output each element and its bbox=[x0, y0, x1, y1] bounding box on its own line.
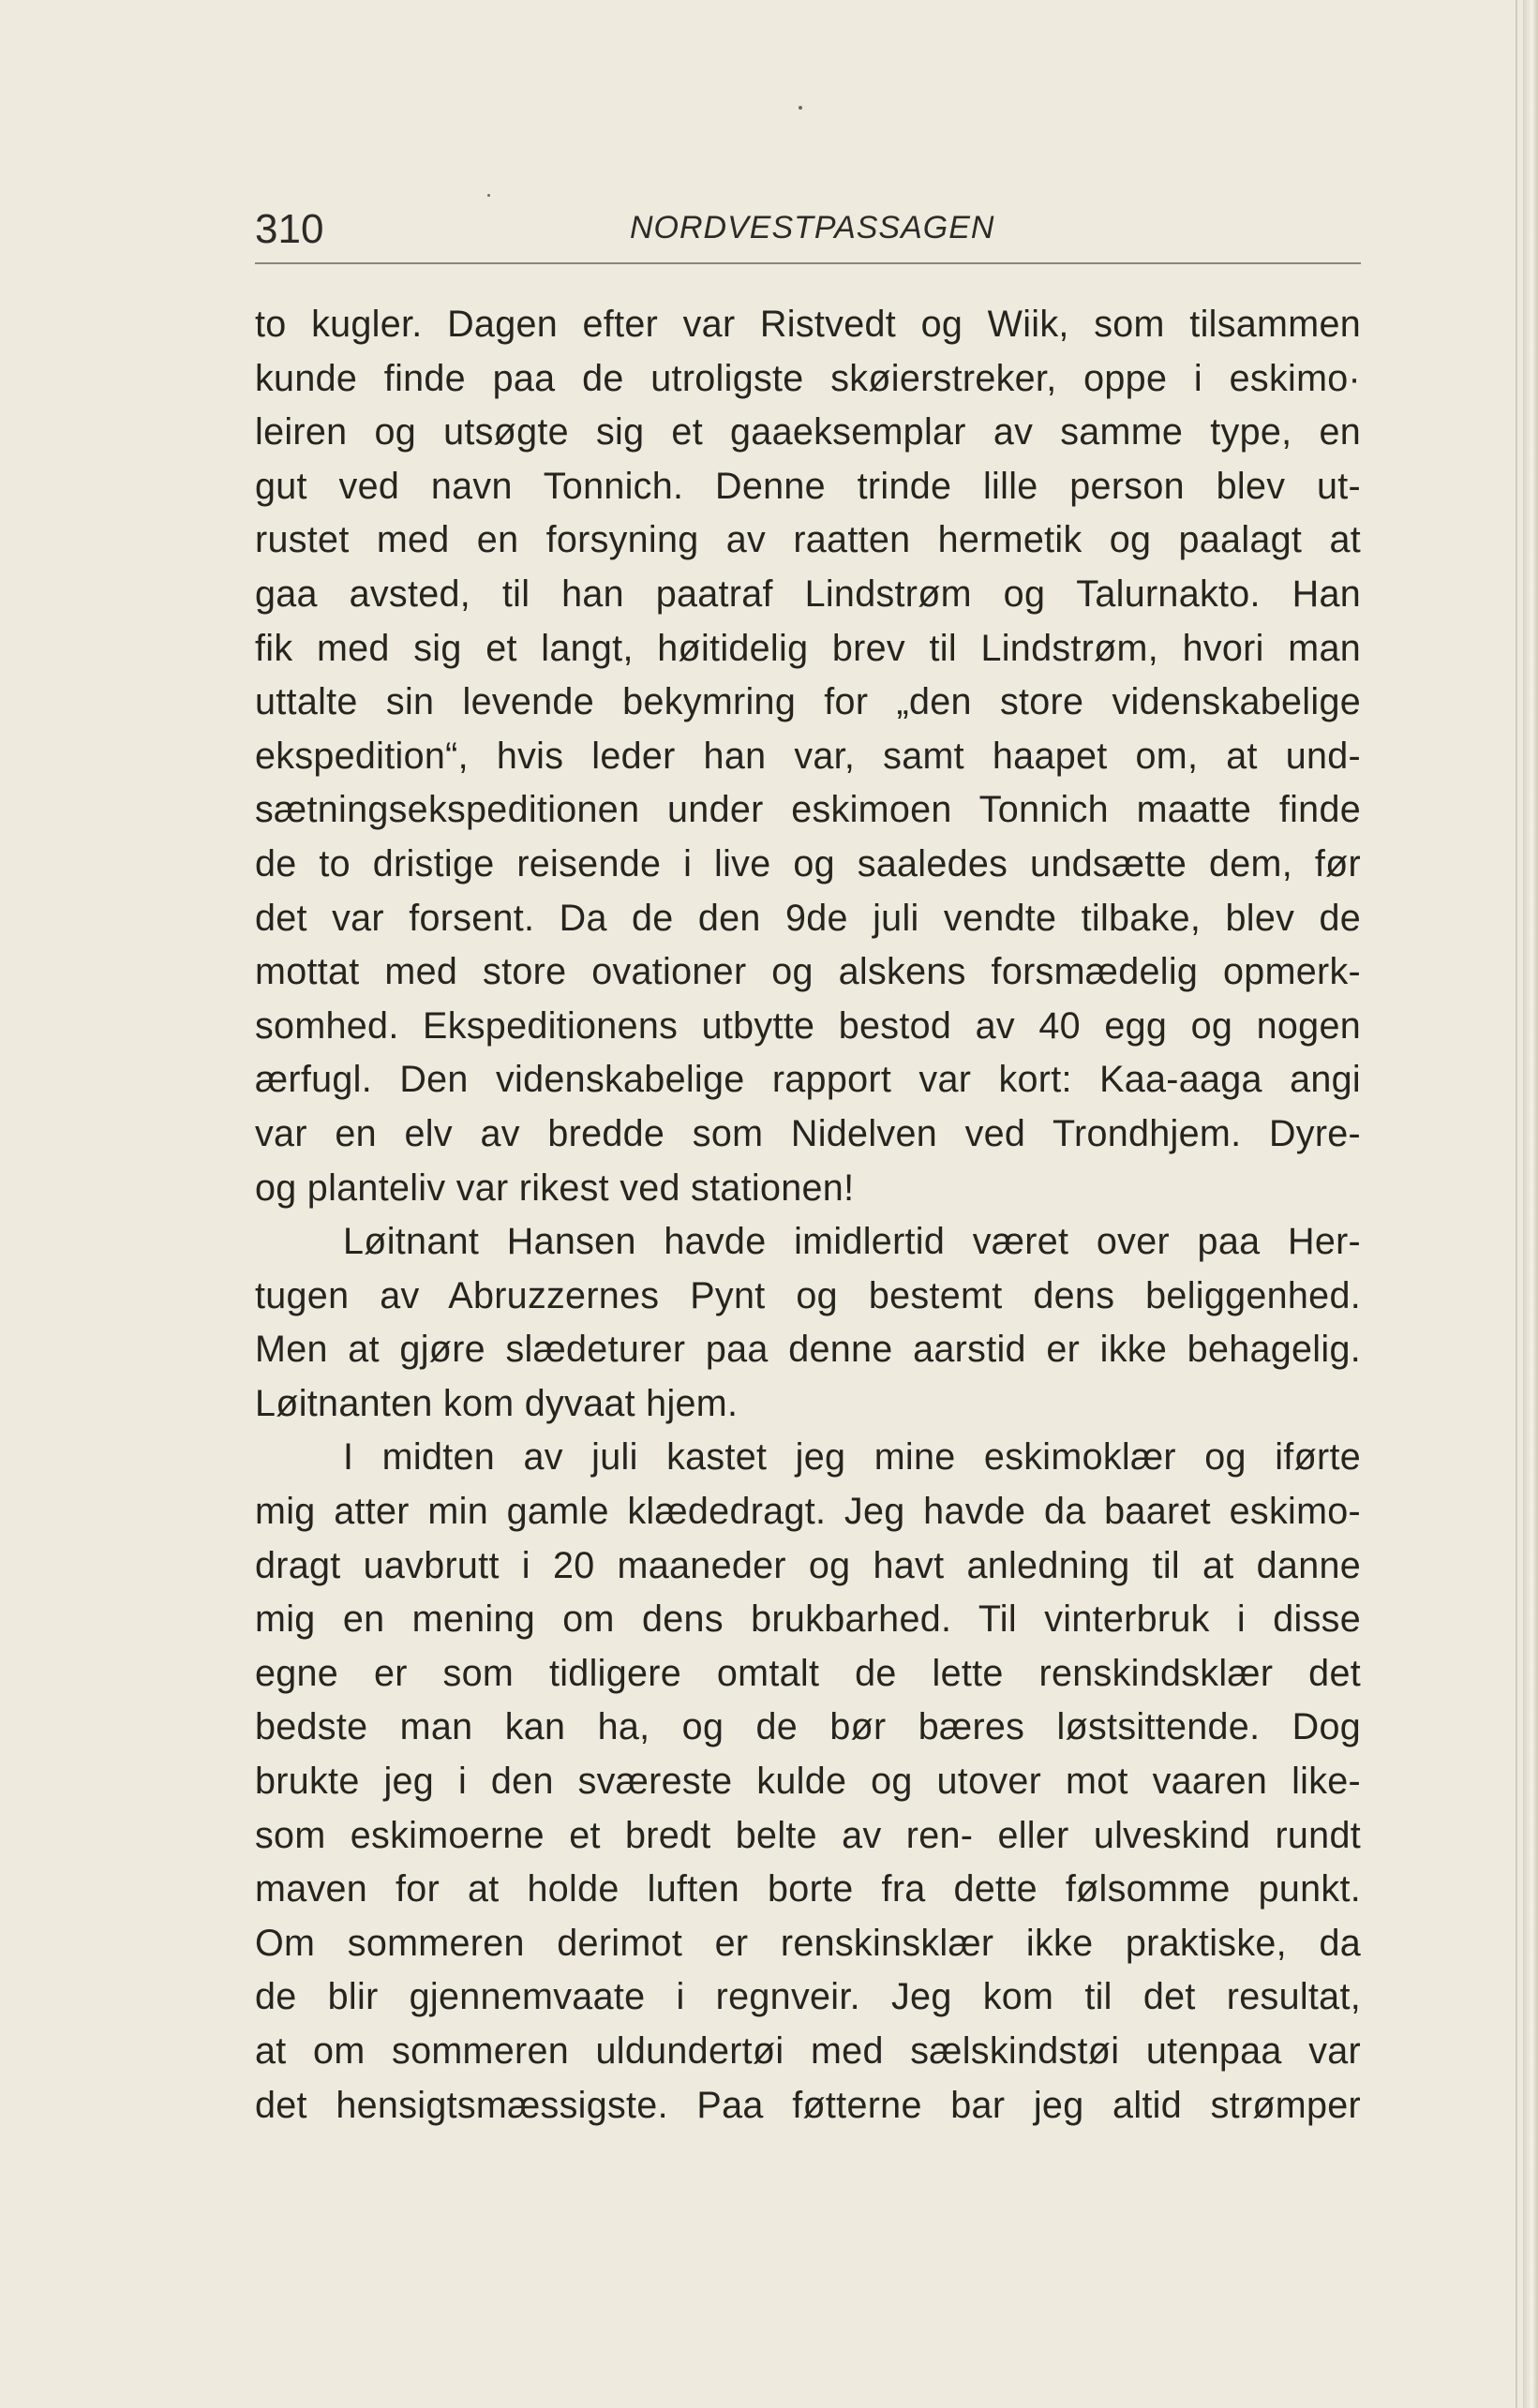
text-line: bedste man kan ha, og de bør bæres løstsittende. Dog bbox=[255, 1706, 1361, 1748]
text-line: det var forsent. Da de den 9de juli vendte tilbake, blev de bbox=[255, 897, 1361, 939]
text-line: tugen av Abruzzernes Pynt og bestemt dens beliggenhed. bbox=[255, 1274, 1361, 1316]
paper-speck bbox=[799, 106, 802, 110]
text-line: ekspedition“, hvis leder han var, samt haapet om, at und- bbox=[255, 735, 1361, 777]
text-line: var en elv av bredde som Nidelven ved Trondhjem. Dyre- bbox=[255, 1112, 1361, 1154]
text-line: de blir gjennemvaate i regnveir. Jeg kom til det resultat, bbox=[255, 1976, 1361, 2018]
text-line: Løitnant Hansen havde imidlertid været over paa Her- bbox=[343, 1221, 1361, 1263]
text-line: Men at gjøre slædeturer paa denne aarstid er ikke behagelig. bbox=[255, 1329, 1361, 1371]
text-line: mig atter min gamle klædedragt. Jeg havde da baaret eskimo- bbox=[255, 1491, 1361, 1533]
page-edge bbox=[1523, 0, 1538, 2408]
text-line: Om sommeren derimot er renskinsklær ikke praktiske, da bbox=[255, 1922, 1361, 1964]
text-line: kunde finde paa de utroligste skøierstreker, oppe i eskimo· bbox=[255, 357, 1361, 399]
text-line: to kugler. Dagen efter var Ristvedt og Wiik, som tilsammen bbox=[255, 304, 1361, 345]
text-line: sætningsekspeditionen under eskimoen Tonnich maatte finde bbox=[255, 789, 1361, 831]
text-line: gut ved navn Tonnich. Denne trinde lille person blev ut- bbox=[255, 465, 1361, 507]
text-line: brukte jeg i den sværeste kulde og utover mot vaaren like- bbox=[255, 1761, 1361, 1803]
text-line: mottat med store ovationer og alskens forsmædelig opmerk- bbox=[255, 951, 1361, 993]
running-title: NORDVESTPASSAGEN bbox=[630, 210, 995, 245]
text-line: somhed. Ekspeditionens utbytte bestod av 40 egg og nogen bbox=[255, 1004, 1361, 1047]
page-number: 310 bbox=[255, 206, 324, 252]
text-line: I midten av juli kastet jeg mine eskimoklær og iførte bbox=[343, 1436, 1361, 1479]
text-line: ærfugl. Den videnskabelige rapport var kort: Kaa-aaga angi bbox=[255, 1059, 1361, 1101]
text-line: at om sommeren uldundertøi med sælskindstøi utenpaa var bbox=[255, 2030, 1361, 2072]
text-line: leiren og utsøgte sig et gaaeksemplar av samme type, en bbox=[255, 411, 1361, 453]
text-line: maven for at holde luften borte fra dette følsomme punkt. bbox=[255, 1868, 1361, 1910]
text-line: mig en mening om dens brukbarhed. Til vinterbruk i disse bbox=[255, 1598, 1361, 1641]
text-line: gaa avsted, til han paatraf Lindstrøm og Talurnakto. Han bbox=[255, 572, 1361, 615]
text-line: dragt uavbrutt i 20 maaneder og havt anledning til at danne bbox=[255, 1544, 1361, 1586]
text-line: rustet med en forsyning av raatten hermetik og paalagt at bbox=[255, 519, 1361, 561]
text-line: uttalte sin levende bekymring for „den store videnskabelige bbox=[255, 681, 1361, 723]
running-header bbox=[255, 206, 1361, 264]
text-line: de to dristige reisende i live og saaledes undsætte dem, før bbox=[255, 842, 1361, 884]
text-line: egne er som tidligere omtalt de lette renskindsklær det bbox=[255, 1652, 1361, 1694]
text-line: Løitnanten kom dyvaat hjem. bbox=[255, 1382, 739, 1424]
text-line: og planteliv var rikest ved stationen! bbox=[255, 1167, 855, 1209]
body-text bbox=[255, 298, 1361, 2133]
text-line: fik med sig et langt, høitidelig brev til Lindstrøm, hvori man bbox=[255, 627, 1361, 669]
text-line: det hensigtsmæssigste. Paa føtterne bar jeg altid strømper bbox=[255, 2084, 1361, 2126]
paper-speck bbox=[487, 194, 490, 197]
text-line: som eskimoerne et bredt belte av ren- eller ulveskind rundt bbox=[255, 1814, 1361, 1856]
page-edge-shadow bbox=[1516, 0, 1517, 2408]
